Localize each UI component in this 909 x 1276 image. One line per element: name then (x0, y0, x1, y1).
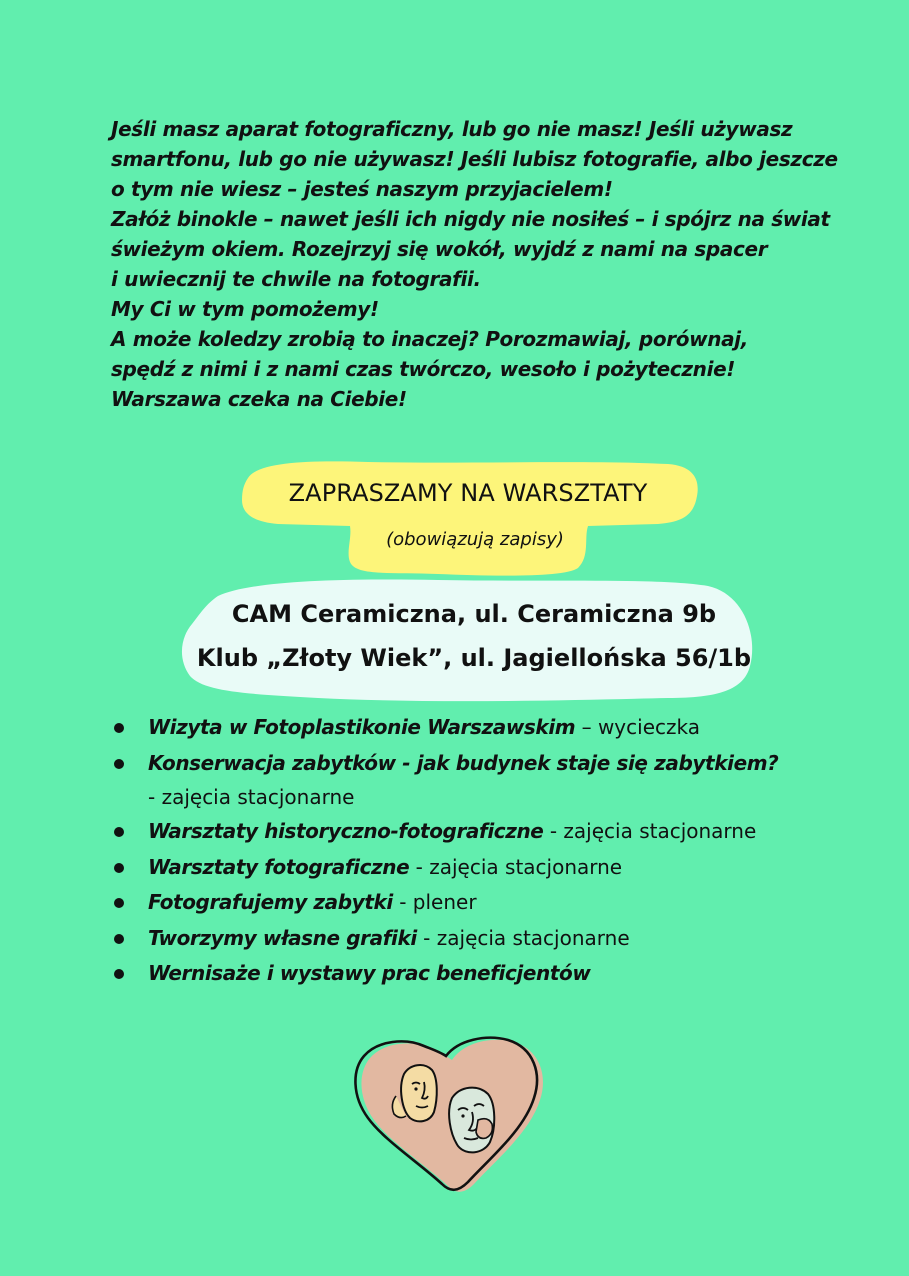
venues-highlight (178, 574, 758, 706)
activity-type: - zajęcia stacjonarne (409, 854, 623, 879)
bullet-icon (114, 898, 124, 908)
activity-name: Tworzymy własne grafiki (148, 925, 417, 950)
list-item (110, 710, 870, 746)
intro-line: świeżym okiem. Rozejrzyj się wokół, wyjdź z nami na spacer (111, 237, 768, 261)
activity-name: Wizyta w Fotoplastikonie Warszawskim (148, 715, 576, 739)
invite-highlight (238, 456, 700, 580)
bullet-icon (114, 759, 124, 769)
list-item (110, 850, 870, 886)
activity-type: - zajęcia stacjonarne (148, 785, 355, 809)
invite-subtitle: (obowiązują zapisy) (386, 529, 564, 550)
intro-line: A może koledzy zrobią to inaczej? Porozmawiaj, porównaj, (111, 327, 749, 351)
activity-name: Warsztaty historyczno-fotograficzne (148, 819, 544, 843)
intro-line: Załóż binokle – nawet jeśli ich nigdy nie nosiłeś – i spójrz na świat (111, 207, 830, 231)
activities-list (110, 710, 870, 992)
activity-name: Konserwacja zabytków - jak budynek staje się zabytkiem? (148, 750, 779, 775)
intro-line: Jeśli masz aparat fotograficzny, lub go nie masz! Jeśli używasz (111, 117, 793, 141)
list-item (110, 956, 870, 992)
activity-name: Warsztaty fotograficzne (148, 854, 410, 879)
bullet-icon (114, 969, 124, 979)
invite-title: ZAPRASZAMY NA WARSZTATY (288, 479, 648, 507)
list-item (110, 921, 870, 957)
activity-type: - zajęcia stacjonarne (416, 925, 630, 950)
list-item (110, 814, 870, 850)
intro-line: spędź z nimi i z nami czas twórczo, wesoło i pożytecznie! (111, 357, 736, 381)
list-item (110, 746, 870, 815)
bullet-icon (114, 934, 124, 944)
intro-line: o tym nie wiesz – jesteś naszym przyjacielem! (111, 177, 613, 201)
intro-line: Warszawa czeka na Ciebie! (111, 387, 407, 411)
intro-line: smartfonu, lub go nie używasz! Jeśli lubisz fotografie, albo jeszcze (111, 147, 838, 171)
activity-type: – wycieczka (575, 715, 700, 739)
venue-line-1: CAM Ceramiczna, ul. Ceramiczna 9b (231, 600, 717, 628)
heart-faces-icon (352, 1036, 548, 1196)
intro-line: i uwiecznij te chwile na fotografii. (111, 267, 481, 291)
bullet-icon (114, 723, 124, 733)
intro-line: My Ci w tym pomożemy! (111, 297, 379, 321)
list-item (110, 885, 870, 921)
activity-type: - plener (392, 890, 477, 914)
activity-type: - zajęcia stacjonarne (543, 819, 757, 843)
activity-name: Wernisaże i wystawy prac beneficjentów (148, 961, 591, 985)
bullet-icon (114, 827, 124, 837)
venue-line-2: Klub „Złoty Wiek”, ul. Jagiellońska 56/1b (196, 644, 752, 672)
intro-text (111, 114, 838, 414)
activity-name: Fotografujemy zabytki (148, 890, 393, 914)
bullet-icon (114, 863, 124, 873)
